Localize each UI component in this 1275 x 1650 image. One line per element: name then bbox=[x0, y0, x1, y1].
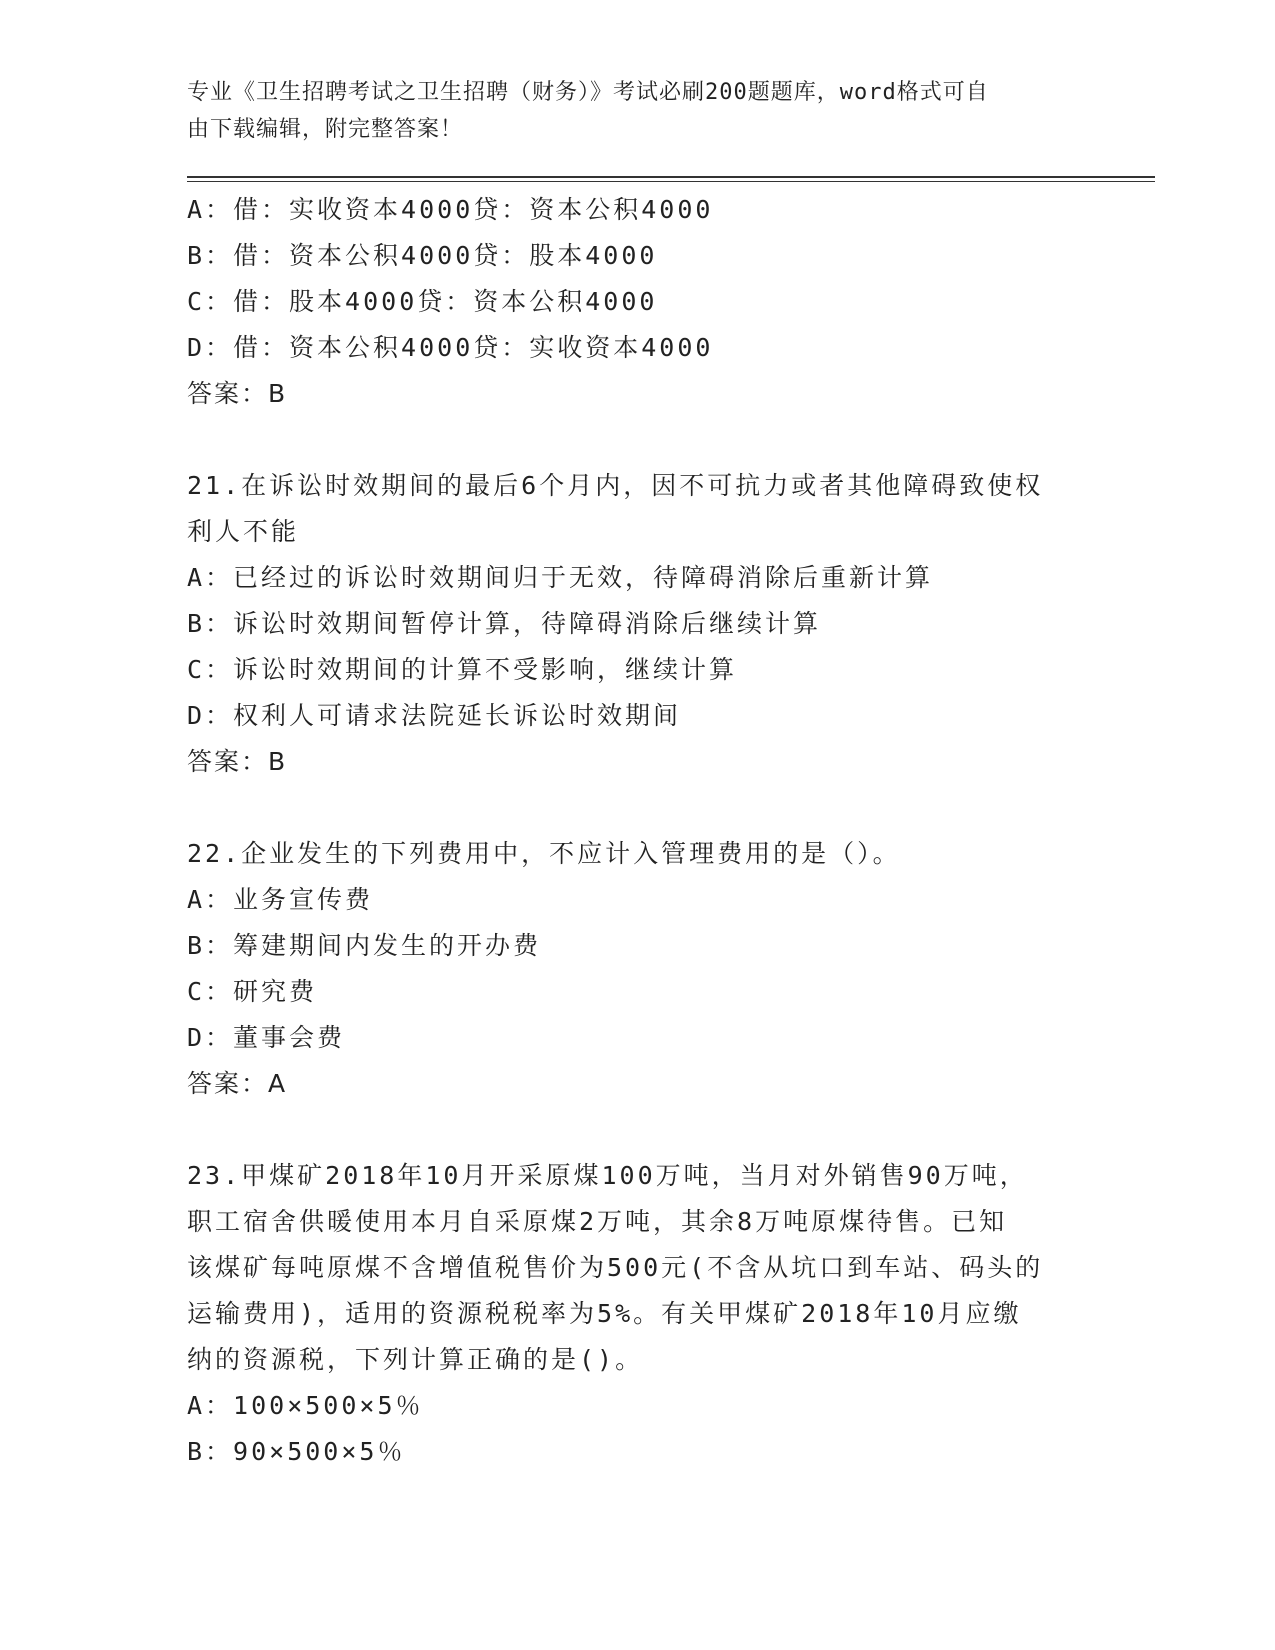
option-d: D：权利人可请求法院延长诉讼时效期间 bbox=[187, 701, 682, 730]
question-stem-line: 利人不能 bbox=[187, 517, 300, 546]
spacer bbox=[187, 417, 1155, 463]
answer-line: 答案：B bbox=[187, 379, 288, 408]
option-c: C：诉讼时效期间的计算不受影响，继续计算 bbox=[187, 655, 738, 684]
header-line-1: 专业《卫生招聘考试之卫生招聘（财务）》考试必刷200题题库，word格式可自 bbox=[187, 80, 989, 105]
question-block-22 bbox=[187, 831, 1155, 1107]
question-stem-line: 23.甲煤矿2018年10月开采原煤100万吨，当月对外销售90万吨， bbox=[187, 1161, 1028, 1190]
answer-line: 答案：B bbox=[187, 747, 288, 776]
spacer bbox=[187, 1107, 1155, 1153]
option-b: B：借：资本公积4000贷：股本4000 bbox=[187, 241, 658, 270]
question-stem-line: 运输费用)，适用的资源税税率为5%。有关甲煤矿2018年10月应缴 bbox=[187, 1299, 1022, 1328]
option-b: B：诉讼时效期间暂停计算，待障碍消除后继续计算 bbox=[187, 609, 822, 638]
question-stem-line: 纳的资源税，下列计算正确的是()。 bbox=[187, 1345, 644, 1374]
header-divider bbox=[187, 176, 1155, 182]
option-b: B：筹建期间内发生的开办费 bbox=[187, 931, 542, 960]
question-stem-line: 该煤矿每吨原煤不含增值税售价为500元(不含从坑口到车站、码头的 bbox=[187, 1253, 1044, 1282]
question-block-prev bbox=[187, 187, 1155, 417]
option-a: A：借：实收资本4000贷：资本公积4000 bbox=[187, 195, 714, 224]
header-line-2: 由下载编辑，附完整答案！ bbox=[187, 117, 464, 142]
option-a: A：100×500×5％ bbox=[187, 1391, 424, 1420]
question-list bbox=[187, 187, 1155, 1475]
option-c: C：借：股本4000贷：资本公积4000 bbox=[187, 287, 658, 316]
question-stem-line: 22.企业发生的下列费用中，不应计入管理费用的是（）。 bbox=[187, 839, 901, 868]
answer-line: 答案：A bbox=[187, 1069, 288, 1098]
option-a: A：业务宣传费 bbox=[187, 885, 374, 914]
document-header bbox=[187, 74, 1087, 148]
option-d: D：借：资本公积4000贷：实收资本4000 bbox=[187, 333, 714, 362]
spacer bbox=[187, 785, 1155, 831]
question-block-23 bbox=[187, 1153, 1155, 1475]
option-b: B：90×500×5％ bbox=[187, 1437, 406, 1466]
option-d: D：董事会费 bbox=[187, 1023, 346, 1052]
question-stem-line: 职工宿舍供暖使用本月自采原煤2万吨，其余8万吨原煤待售。已知 bbox=[187, 1207, 1008, 1236]
question-stem-line: 21.在诉讼时效期间的最后6个月内，因不可抗力或者其他障碍致使权 bbox=[187, 471, 1044, 500]
question-block-21 bbox=[187, 463, 1155, 785]
option-c: C：研究费 bbox=[187, 977, 318, 1006]
option-a: A：已经过的诉讼时效期间归于无效，待障碍消除后重新计算 bbox=[187, 563, 934, 592]
